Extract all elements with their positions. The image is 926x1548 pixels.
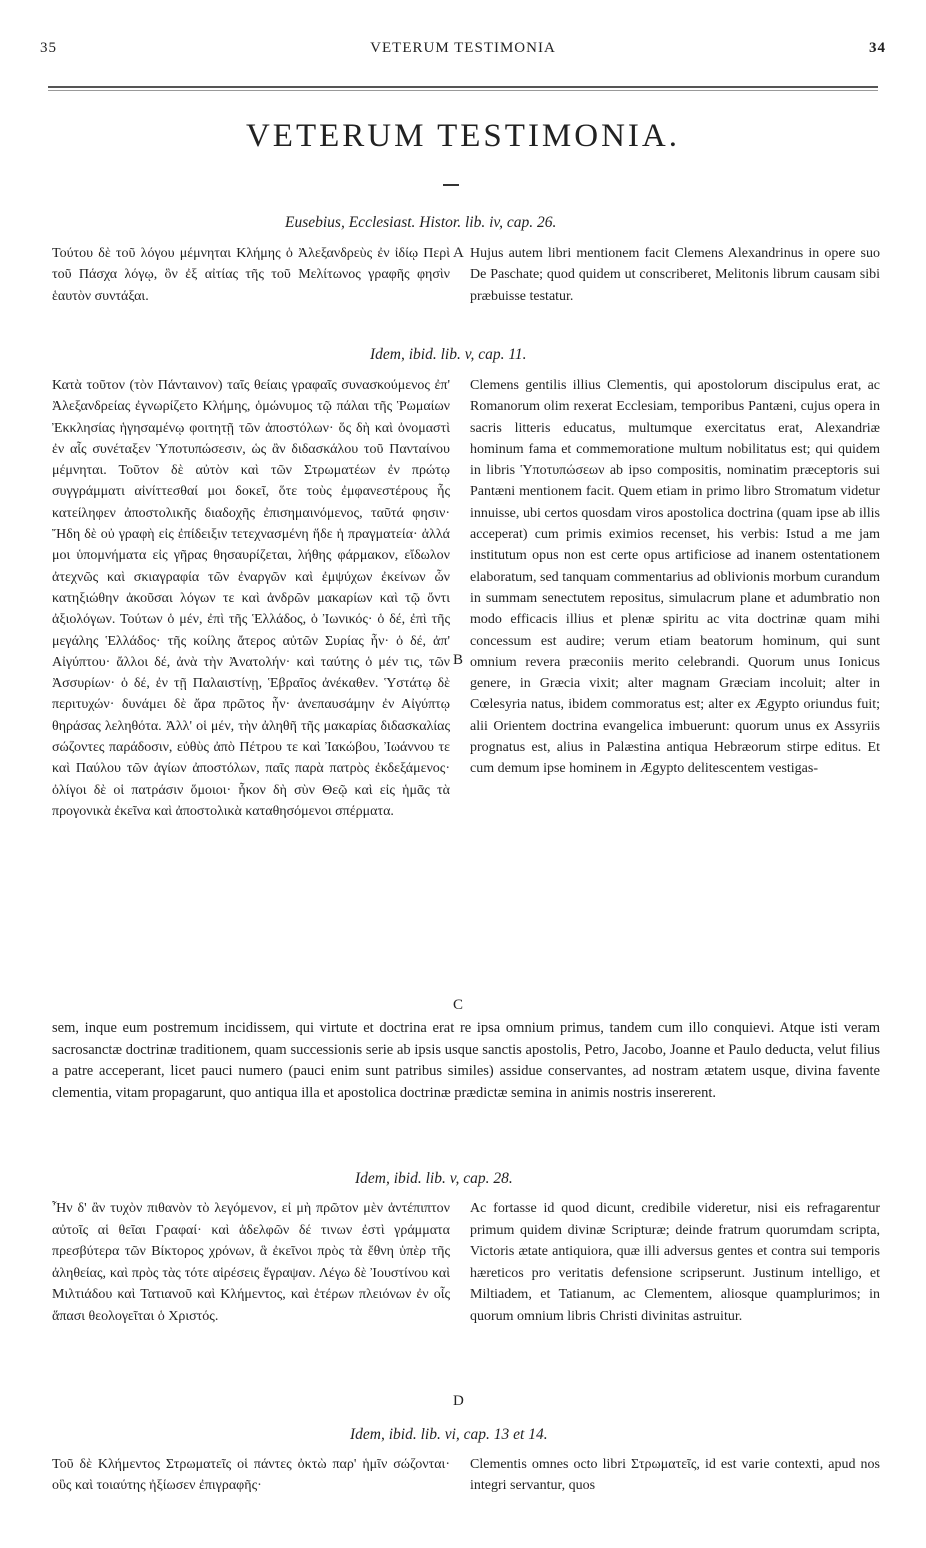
header-rule-thin xyxy=(48,90,878,91)
greek-text-2: Κατὰ τοῦτον (τὸν Πάνταινον) ταῖς θείαις γραφαῖς συνασκούμενος ἐπ' Ἀλεξανδρείας ἐγνωρίζετο Κλήμης, ὁμώνυμος τῷ πάλαι τῆς Ῥωμαίων Ἐκκλησίας ἡγησαμένῳ φοιτητῇ τῶν ἀποστόλων· ὅς δὴ καὶ ὀνομαστὶ ἐν αἷς συνέταξεν Ὑποτυπώσεσιν, ὡς ἂν διδασκάλου τοῦ Πανταίνου μέμνηται. Τοῦτον δὲ αὐτὸν καὶ τῶν Στρωματέων ἐν πρώτῳ συγγράμματι αἰνίττεσθαί μοι δοκεῖ, ὅτε τοὺς ἐμφανεστέρους ἧς κατείληφεν ἀποστολικῆς διαδοχῆς ἐπισημαινόμενος, ταῦτά φησιν· Ἤδη δὲ οὐ γραφὴ εἰς ἐπίδειξιν τετεχνασμένη ἥδε ἡ πραγματεία· ἀλλά μοι ὑπομνήματα εἰς γῆρας θησαυρίζεται, λήθης φάρμακον, εἴδωλον ἀτεχνῶς καὶ σκιαγραφία τῶν ἐναργῶν καὶ ἐμψύχων ἐκείνων ὧν κατηξιώθην ἀκοῦσαι λόγων τε καὶ ἀνδρῶν μακαρίων καὶ τῷ ὄντι ἀξιολόγων. Τούτων ὁ μέν, ἐπὶ τῆς Ἑλλάδος, ὁ Ἰωνικός· ὁ δέ, ἐπὶ τῆς μεγάλης Ἑλλάδος· τῆς κοίλης ἄτερος αὐτῶν Συρίας ἦν· ὁ δέ, ἀπ' Αἰγύπτου· ἄλλοι δέ, ἀνὰ τὴν Ἀνατολήν· καὶ ταύτης ὁ μέν τις, τῶν Ἀσσυρίων· ὁ δέ, ἐν τῇ Παλαιστίνῃ, Ἑβραῖος ἀνέκαθεν. Ὑστάτῳ δὲ περιτυχών· δυνάμει δὲ ἄρα πρῶτος ἦν· ἀνεπαυσάμην ἐν Αἰγύπτῳ θηράσας λεληθότα. Ἀλλ' οἱ μέν, τὴν ἀληθῆ τῆς μακαρίας διδασκαλίας σώζοντες παράδοσιν, εὐθὺς ἀπὸ Πέτρου τε καὶ Ἰακώβου, Ἰωάννου τε καὶ Παύλου τῶν ἁγίων ἀποστόλων, παῖς παρὰ πατρὸς ἐκδεξάμενος· ὀλίγοι δὲ οἱ πατράσιν ὅμοιοι· ἧκον δὴ σὺν Θεῷ καὶ εἰς ἡμᾶς τὰ προγονικὰ ἐκεῖνα καὶ ἀποστολικὰ καταθησόμενοι σπέρματα. xyxy=(52,378,450,819)
margin-letter-c: C xyxy=(453,997,464,1013)
margin-letter-a: A xyxy=(453,245,464,261)
page-number-right: 34 xyxy=(869,40,886,56)
source-citation-4: Idem, ibid. lib. vi, cap. 13 et 14. xyxy=(350,1426,548,1443)
page-title: VETERUM TESTIMONIA. xyxy=(245,118,681,154)
greek-text-1: Τούτου δὲ τοῦ λόγου μέμνηται Κλήμης ὁ Ἀλεξανδρεὺς ἐν ἰδίῳ Περὶ τοῦ Πάσχα λόγῳ, ὃν ἐξ αἰτίας τῆς τοῦ Μελίτωνος γραφῆς φησὶν ἑαυτὸν συντάξαι. xyxy=(52,246,450,304)
running-head xyxy=(40,40,886,62)
margin-letter-b: B xyxy=(453,652,464,668)
latin-text-4: Clementis omnes octo libri Στρωματεῖς, id est varie contexti, apud nos integri servantur, quos xyxy=(470,1457,880,1494)
running-title: VETERUM TESTIMONIA xyxy=(370,40,556,56)
header-rule xyxy=(48,86,878,88)
greek-text-4: Τοῦ δὲ Κλήμεντος Στρωματεῖς οἱ πάντες ὀκτὼ παρ' ἡμῖν σώζονται· οὓς καὶ τοιαύτης ἠξίωσεν ἐπιγραφῆς· xyxy=(52,1457,450,1494)
latin-text-3: Ac fortasse id quod dicunt, credibile videretur, nisi eis refragarentur primum quidem divinæ Scripturæ; deinde fratrum quorumdam scripta, Victoris ætate antiquiora, quæ illi adversus gentes et contra sui temporis hæreticos pro veritatis defensione scripserunt. Justinum intelligo, et Miltiadem, et Tatianum, ac Clementem, aliosque quamplurimos; in quorum omnium libris Christi divinitas astruitur. xyxy=(470,1201,880,1324)
latin-text-2-continued: sem, inque eum postremum incidissem, qui virtute et doctrina erat re ipsa omnium primus, tandem cum illo conquievi. Atque isti veram sacrosanctæ doctrinæ traditionem, quam successionis serie ab ipsis usque sanctis apostolis, Petro, Jacobo, Joanne et Paulo deducta, velut filius a patre acceperant, licet pauci numero (pauci enim sunt patribus similes) assidue conservantes, ad nostram ætatem usque, divina favente clementia, vitam propagarunt, quo antiqua illa et apostolica doctrinæ prædictæ semina in animis nostris insererent. xyxy=(52,1020,880,1101)
margin-letter-d: D xyxy=(453,1393,464,1409)
source-citation-3: Idem, ibid. lib. v, cap. 28. xyxy=(355,1170,513,1187)
source-citation-2: Idem, ibid. lib. v, cap. 11. xyxy=(370,346,527,363)
greek-text-3: Ἦν δ' ἂν τυχὸν πιθανὸν τὸ λεγόμενον, εἰ μὴ πρῶτον μὲν ἀντέπιπτον αὐτοῖς αἱ θεῖαι Γραφαί· καὶ ἀδελφῶν δέ τινων ἐστὶ γράμματα πρεσβύτερα τῶν Βίκτορος χρόνων, ἃ ἐκεῖνοι πρὸς τὰ ἔθνη ὑπὲρ τῆς ἀληθείας, καὶ πρὸς τὰς τότε αἱρέσεις ἔγραψαν. Λέγω δὲ Ἰουστίνου καὶ Μιλτιάδου καὶ Τατιανοῦ καὶ Κλήμεντος, καὶ ἑτέρων πλειόνων ἐν οἷς ἅπασι θεολογεῖται ὁ Χριστός. xyxy=(52,1201,450,1324)
latin-text-1: Hujus autem libri mentionem facit Clemens Alexandrinus in opere suo De Paschate; quod quidem ut conscriberet, Melitonis librum causam sibi præbuisse testatur. xyxy=(470,246,880,304)
title-dash xyxy=(443,184,459,186)
source-citation-1: Eusebius, Ecclesiast. Histor. lib. iv, cap. 26. xyxy=(285,214,557,231)
latin-text-2: Clemens gentilis illius Clementis, qui apostolorum discipulus erat, ac Romanorum olim rexerat Ecclesiam, temporibus Pantæni, cujus opera in sacris litteris educatus, multumque exercitatus erat, Alexandriæ hominum fama et commemoratione multum nobilitatus est; qui quidem in libris Ὑποτυπώσεων ab ipso compositis, nominatim præceptoris sui Pantæni mentionem facit. Quem etiam in primo libro Stromatum videtur innuisse, ubi certos quosdam viros apostolica doctrina (quam ipse ab illis acceperat) cum primis eximios recenset, his verbis: Istud a me jam institutum opus non est certe opus artificiose ad inanem ostentationem elaboratum, sed tanquam commentarius ad oblivionis morbum curandum in summam senectutem repositus, simulacrum plane et adumbratio non modo efficacis illius et plenæ spiritu ac vita doctrinæ quam mihi concessum est audire; verum etiam beatorum hominum, qui sunt omnium revera præconiis merito celebrandi. Quorum unus Ionicus genere, in Græcia vixit; alter magnam Græciam incoluit; alter in Cœlesyria natus, ibidem commoratus est; alter ex Ægypto oriundus fuit; alii Orientem doctrina evangelica imbuerunt: quorum unus ex Assyriis prognatus est, alius in Palæstina antiqua Hebræorum stirpe editus. Et cum demum ipse hominem in Ægypto delitescentem vestigas- xyxy=(470,378,880,777)
page-number-left: 35 xyxy=(40,40,57,56)
